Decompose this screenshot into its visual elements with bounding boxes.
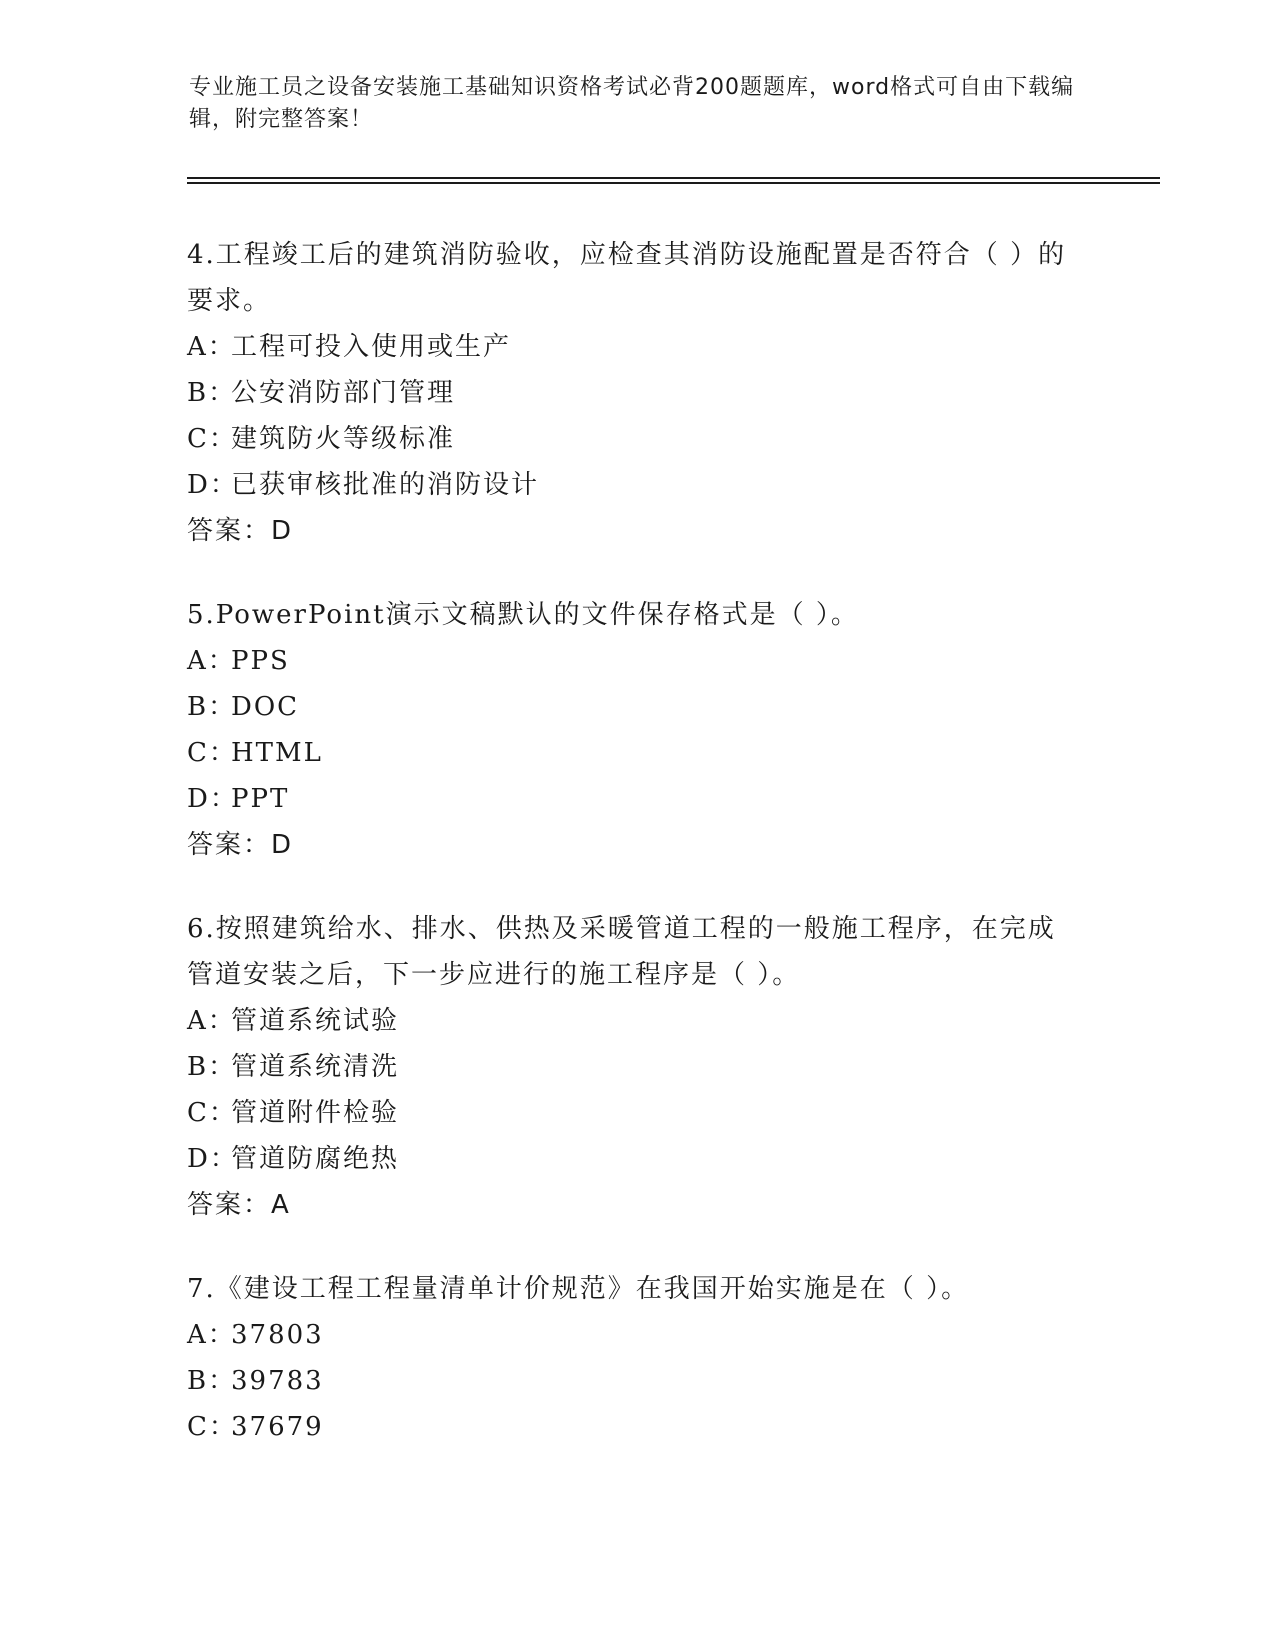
option-letter: C：	[187, 738, 237, 768]
question-item	[187, 1266, 1077, 1450]
answer-line: 答案：A	[187, 1190, 291, 1220]
option-letter: C：	[187, 1098, 237, 1128]
option-text: 工程可投入使用或生产	[231, 332, 512, 362]
question-item	[187, 592, 1077, 868]
question-item	[187, 906, 1077, 1228]
option-a	[187, 324, 1077, 370]
option-text: 管道系统清洗	[231, 1052, 400, 1082]
option-c	[187, 1404, 1077, 1450]
question-stem: 5.PowerPoint演示文稿默认的文件保存格式是（ ）。	[187, 600, 859, 630]
option-letter: D：	[187, 470, 238, 500]
option-text: PPS	[231, 646, 290, 676]
option-c	[187, 416, 1077, 462]
option-text: 建筑防火等级标准	[231, 424, 456, 454]
option-letter: C：	[187, 424, 237, 454]
option-text: 管道防腐绝热	[231, 1144, 400, 1174]
question-stem: 7.《建设工程工程量清单计价规范》在我国开始实施是在（ ）。	[187, 1274, 970, 1304]
option-letter: A：	[187, 1006, 236, 1036]
header-divider-bottom	[187, 182, 1160, 184]
option-a	[187, 638, 1077, 684]
option-a	[187, 998, 1077, 1044]
answer-line: 答案：D	[187, 516, 294, 546]
option-text: HTML	[231, 738, 323, 768]
answer-line: 答案：D	[187, 830, 294, 860]
option-letter: D：	[187, 1144, 238, 1174]
option-text: DOC	[231, 692, 300, 722]
option-d	[187, 1136, 1077, 1182]
option-b	[187, 370, 1077, 416]
option-letter: A：	[187, 332, 236, 362]
option-text: 37679	[231, 1412, 324, 1442]
option-letter: A：	[187, 646, 236, 676]
option-text: 37803	[231, 1320, 324, 1350]
option-b	[187, 684, 1077, 730]
option-text: 39783	[231, 1366, 324, 1396]
option-d	[187, 776, 1077, 822]
option-letter: B：	[187, 1052, 237, 1082]
option-letter: B：	[187, 378, 237, 408]
question-item	[187, 232, 1077, 554]
option-letter: B：	[187, 1366, 237, 1396]
option-b	[187, 1358, 1077, 1404]
option-c	[187, 730, 1077, 776]
question-stem: 6.按照建筑给水、排水、供热及采暖管道工程的一般施工程序，在完成管道安装之后，下一步应进行的施工程序是（ ）。	[187, 914, 1056, 990]
option-text: 管道系统试验	[231, 1006, 400, 1036]
option-text: 公安消防部门管理	[231, 378, 456, 408]
option-text: 管道附件检验	[231, 1098, 400, 1128]
document-header: 专业施工员之设备安装施工基础知识资格考试必背200题题库，word格式可自由下载编辑，附完整答案！	[189, 75, 1075, 132]
option-text: PPT	[231, 784, 290, 814]
option-text: 已获审核批准的消防设计	[231, 470, 540, 500]
option-a	[187, 1312, 1077, 1358]
question-list	[187, 232, 1077, 1488]
option-letter: B：	[187, 692, 237, 722]
option-letter: A：	[187, 1320, 236, 1350]
question-stem: 4.工程竣工后的建筑消防验收，应检查其消防设施配置是否符合（ ）的要求。	[187, 240, 1067, 316]
option-c	[187, 1090, 1077, 1136]
option-letter: D：	[187, 784, 238, 814]
option-b	[187, 1044, 1077, 1090]
option-d	[187, 462, 1077, 508]
option-letter: C：	[187, 1412, 237, 1442]
header-divider-top	[187, 177, 1160, 179]
